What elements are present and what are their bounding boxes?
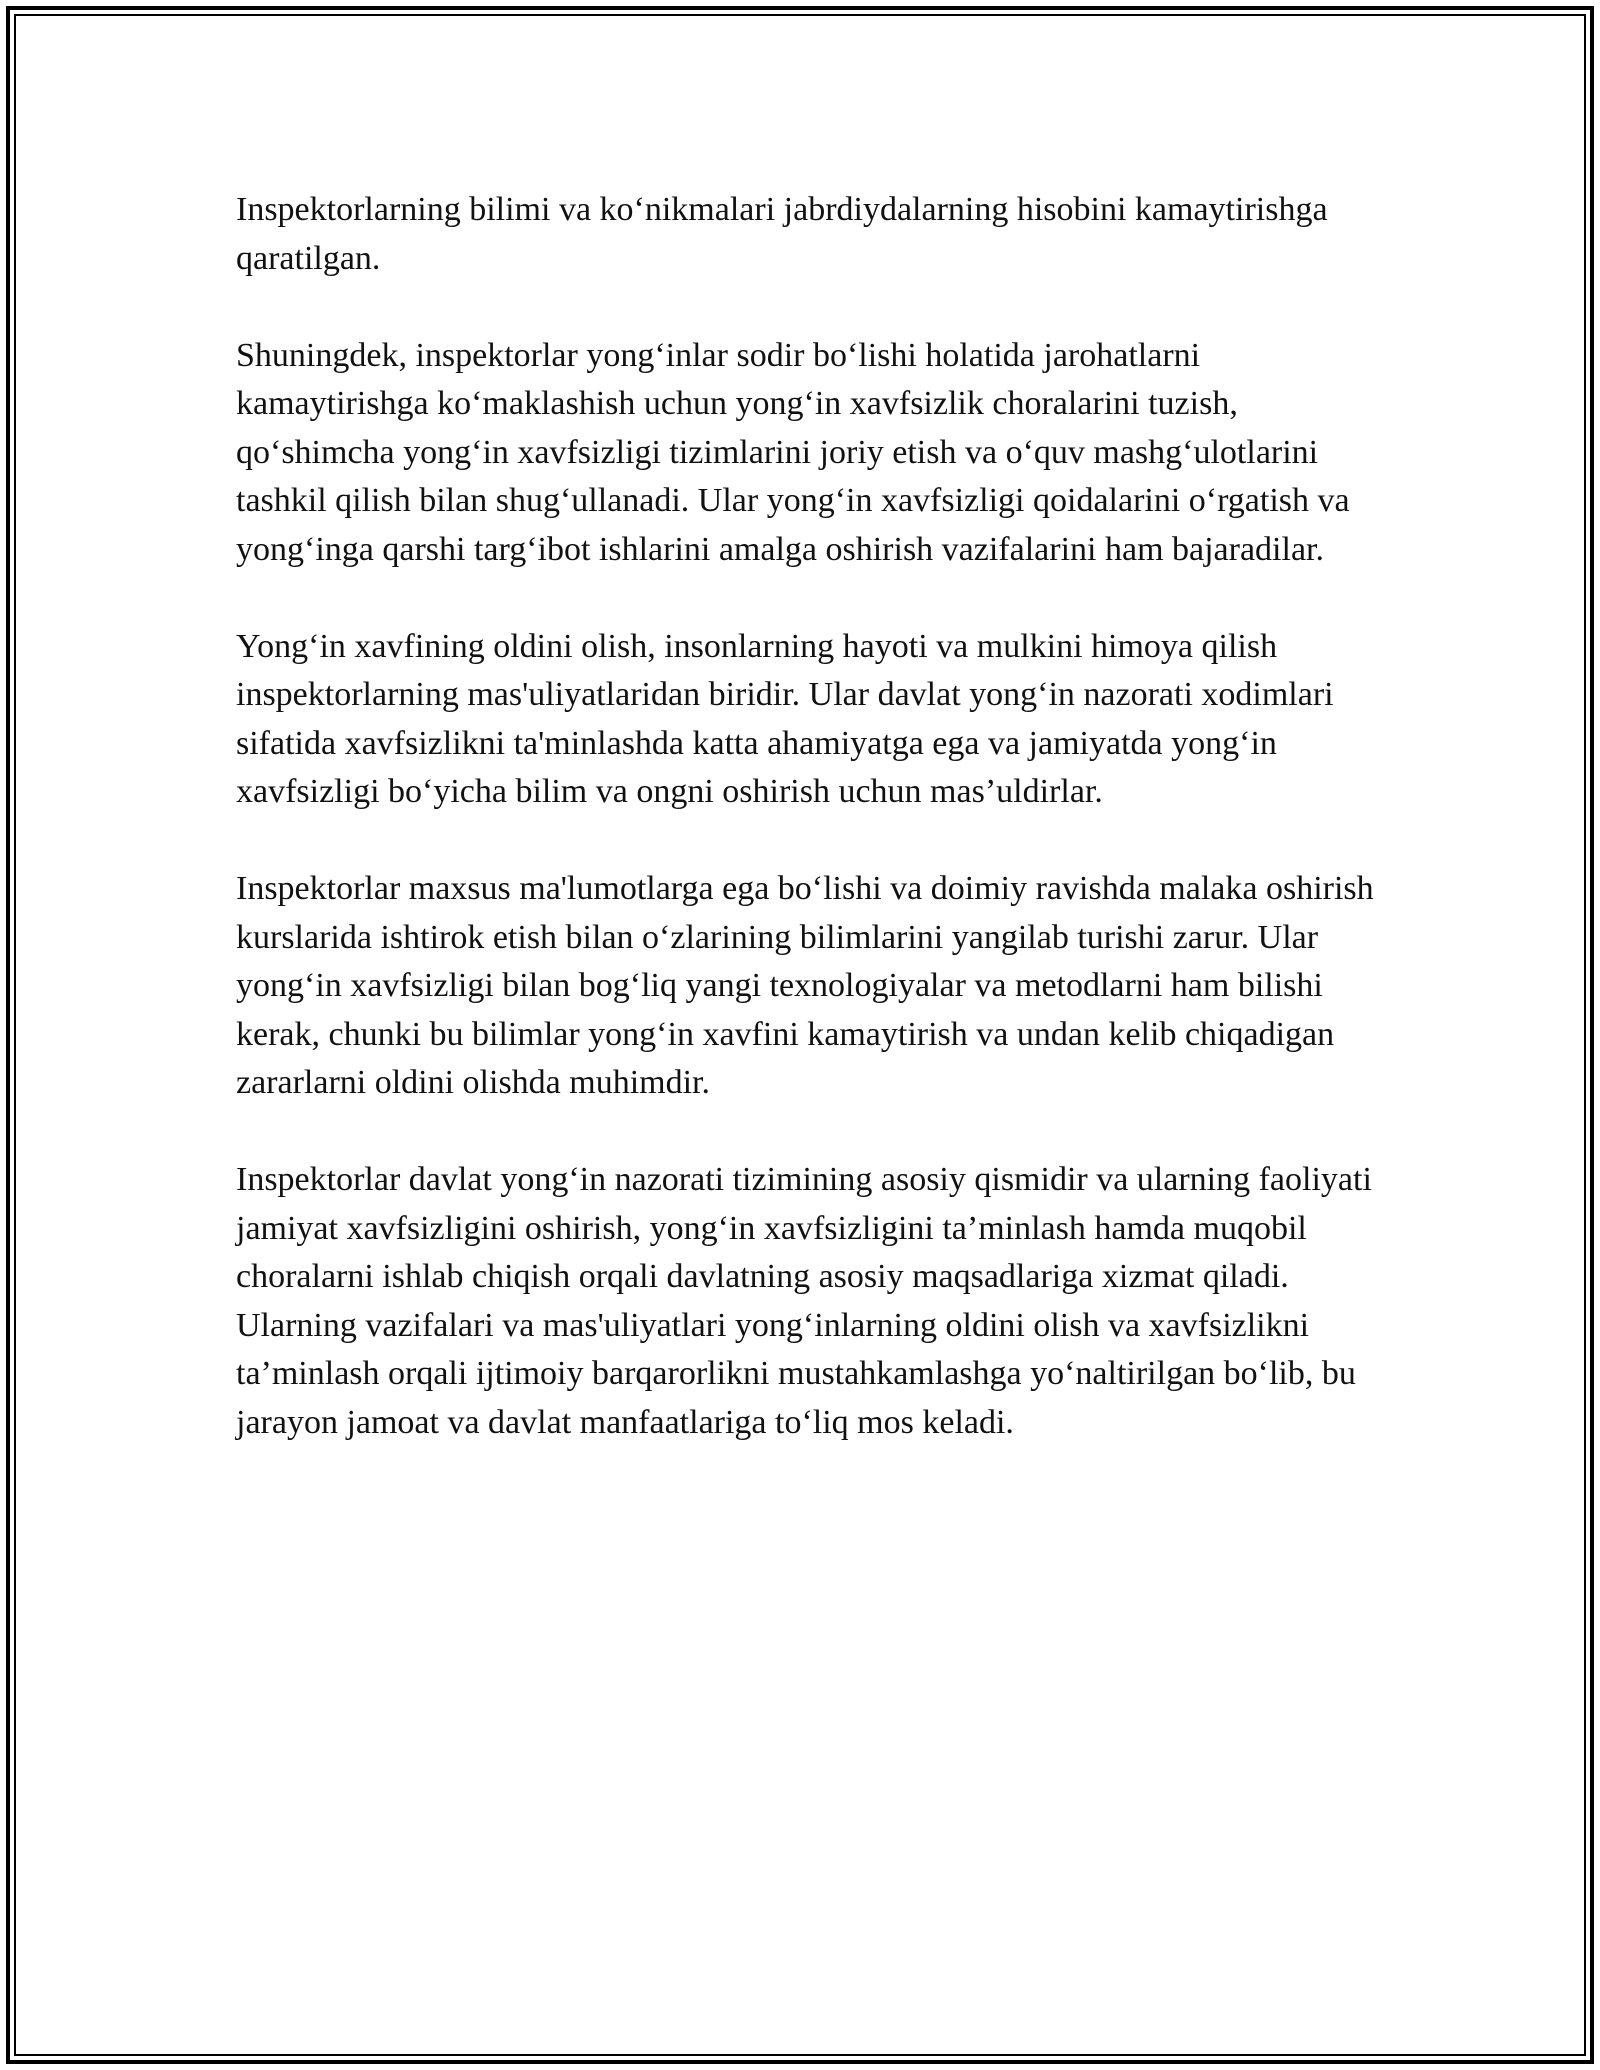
- document-body: [236, 186, 1376, 1496]
- paragraph-2: Shuningdek, inspektorlar yong‘inlar sodir bo‘lishi holatida jarohatlarni kamaytirishga ko‘maklashish uchun yong‘in xavfsizlik choralarini tuzish, qo‘shimcha yong‘in xavfsizligi tizimlarini joriy etish va o‘quv mashg‘ulotlarini tashkil qilish bilan shug‘ullanadi. Ular yong‘in xavfsizligi qoidalarini o‘rgatish va yong‘inga qarshi targ‘ibot ishlarini amalga oshirish vazifalarini ham bajaradilar.: [236, 336, 1350, 568]
- paragraph-5: Inspektorlar davlat yong‘in nazorati tizimining asosiy qismidir va ularning faoliyati jamiyat xavfsizligini oshirish, yong‘in xavfsizligini ta’minlash hamda muqobil choralarni ishlab chiqish orqali davlatning asosiy maqsadlariga xizmat qiladi. Ularning vazifalari va mas'uliyatlari yong‘inlarning oldini olish va xavfsizlikni ta’minlash orqali ijtimoiy barqarorlikni mustahkamlashga yo‘naltirilgan bo‘lib, bu jarayon jamoat va davlat manfaatlariga to‘liq mos keladi.: [236, 1161, 1372, 1441]
- paragraph-3: Yong‘in xavfining oldini olish, insonlarning hayoti va mulkini himoya qilish inspektorlarning mas'uliyatlaridan biridir. Ular davlat yong‘in nazorati xodimlari sifatida xavfsizlikni ta'minlashda katta ahamiyatga ega va jamiyatda yong‘in xavfsizligi bo‘yicha bilim va ongni oshirish uchun mas’uldirlar.: [236, 627, 1334, 810]
- paragraph-4: Inspektorlar maxsus ma'lumotlarga ega bo‘lishi va doimiy ravishda malaka oshirish kurslarida ishtirok etish bilan o‘zlarining bilimlarini yangilab turishi zarur. Ular yong‘in xavfsizligi bilan bog‘liq yangi texnologiyalar va metodlarni ham bilishi kerak, chunki bu bilimlar yong‘in xavfini kamaytirish va undan kelib chiqadigan zararlarni oldini olishda muhimdir.: [236, 870, 1374, 1101]
- paragraph-1: Inspektorlarning bilimi va ko‘nikmalari jabrdiydalarning hisobini kamaytirishga qaratilgan.: [236, 191, 1328, 277]
